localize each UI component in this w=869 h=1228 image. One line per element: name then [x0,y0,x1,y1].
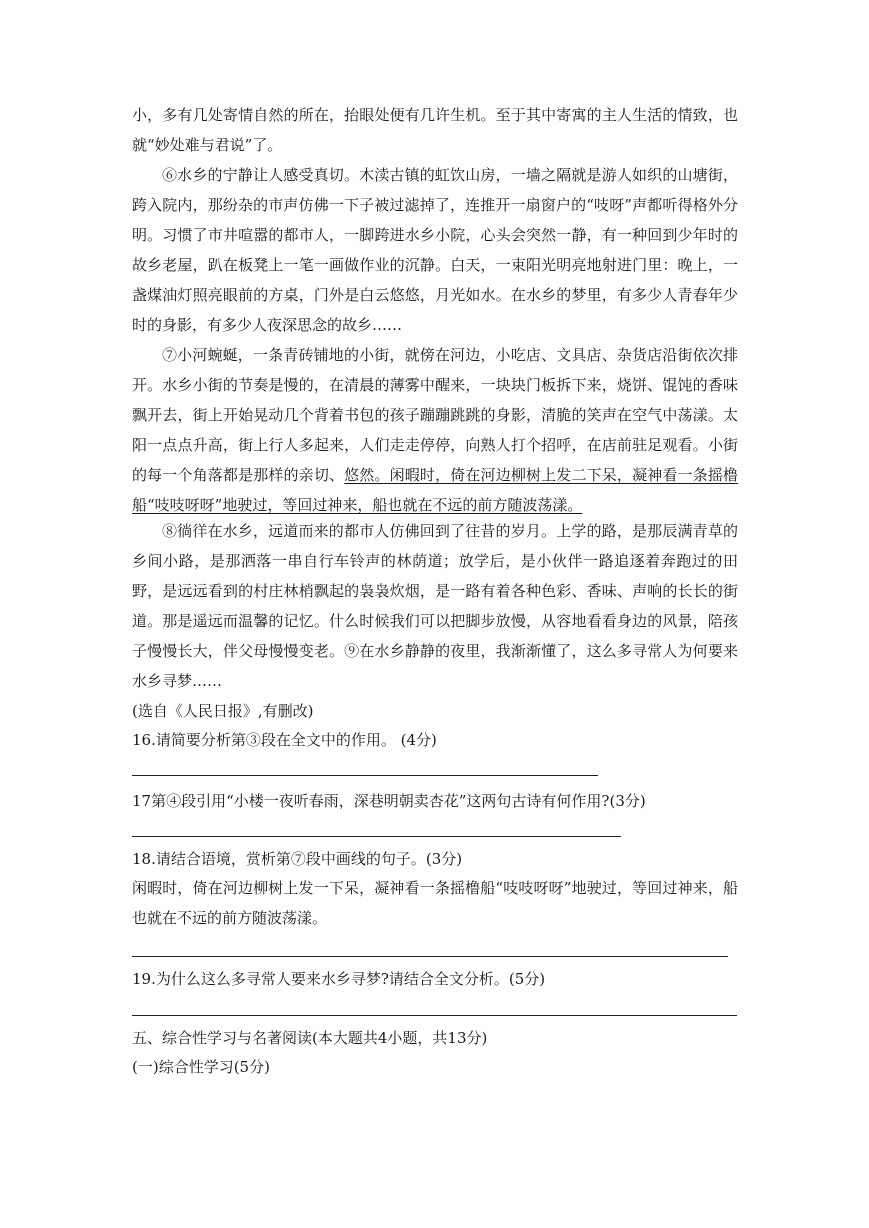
paragraph-8: ⑧徜徉在水乡，远道而来的都市人仿佛回到了往昔的岁月。上学的路，是那辰满青草的乡间小路，是那洒落一串自行车铃声的林荫道；放学后，是小伙伴一路追逐着奔跑过的田野，是远远看到的村庄林梢飘起的袅袅炊烟，是一路有着各种色彩、香味、声响的长长的街道。那是遥远而温馨的记忆。什么时候我们可以把脚步放慢，从容地看看身边的风景，陪孩子慢慢长大，伴父母慢慢变老。⑨在水乡静静的夜里，我渐渐懂了，这么多寻常人为何要来水乡寻梦…… [132,522,738,690]
question-19: 19.为什么这么多寻常人要来水乡寻梦?请结合全文分析。(5分) [132,970,546,988]
answer-line-19 [132,1015,737,1016]
question-17: 17第④段引用“小楼一夜听春雨，深巷明朝卖杏花”这两句古诗有何作用?(3分) [132,792,646,810]
question-18-quote: 闲暇时，倚在河边柳树上发一下呆，凝神看一条摇橹船“吱吱呀呀”地驶过，等回过神来，船也就在不远的前方随波荡漾。 [132,879,738,927]
answer-line-16 [132,775,598,776]
section-subtitle: (一)综合性学习(5分) [132,1058,270,1076]
question-16: 16.请简要分析第③段在全文中的作用。 (4分) [132,731,437,749]
paragraph-7-text: ⑦小河蜿蜒，一条青砖铺地的小街，就傍在河边，小吃店、文具店、杂货店沿街依次排开。水乡小街的节奏是慢的，在清晨的薄雾中醒来，一块块门板拆下来，烧饼、馄饨的香味飘开去，街上开始晃动几个背着书包的孩子蹦蹦跳跳的身影，清脆的笑声在空气中荡漾。太阳一点点升高，街上行人多起来，人们走走停停，向熟人打个招呼，在店前驻足观看。小街的每一个角落都是那样的亲切、 [132,346,738,484]
answer-line-17 [132,836,621,837]
source-note: (选自《人民日报》,有删改) [132,702,314,720]
paragraph-7 [132,340,738,520]
answer-line-18 [132,956,728,957]
paragraph-6: ⑥水乡的宁静让人感受真切。木渎古镇的虹饮山房，一墙之隔就是游人如织的山塘街，跨入院内，那纷杂的市声仿佛一下子被过滤掉了，连推开一扇窗户的“吱呀”声都听得格外分明。习惯了市井喧嚣的都市人，一脚跨进水乡小院，心头会突然一静，有一种回到少年时的故乡老屋，趴在板凳上一笔一画做作业的沉静。白天，一束阳光明亮地射进门里：晚上，一盏煤油灯照亮眼前的方桌，门外是白云悠悠，月光如水。在水乡的梦里，有多少人青春年少时的身影，有多少人夜深思念的故乡…… [132,166,738,334]
question-18: 18.请结合语境，赏析第⑦段中画线的句子。(3分) [132,850,463,868]
section-title: 五、综合性学习与名著阅读(本大题共4小题，共13分) [132,1029,488,1047]
paragraph-continued: 小，多有几处寄情自然的所在，抬眼处便有几许生机。至于其中寄寓的主人生活的情致，也就“妙处难与君说”了。 [132,106,738,154]
underlined-sentence: 悠然。闲暇时，倚在河边柳树上发二下呆，凝神看一条摇橹船“吱吱呀呀”地驶过，等回过神来，船也就在不远的前方随波荡漾。 [132,466,738,514]
